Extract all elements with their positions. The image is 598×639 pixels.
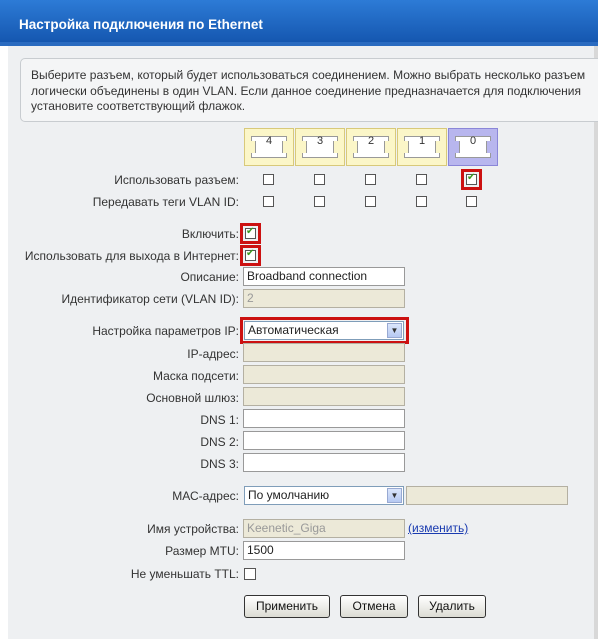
scrollbar[interactable] [594,46,598,639]
info-box [20,58,598,122]
mac-select[interactable] [244,486,404,505]
highlight-box [240,245,261,266]
dns1-input[interactable] [243,409,405,428]
ip-settings-value: Автоматическая [248,323,339,337]
mac-address-input[interactable] [406,486,568,505]
ip-address-label: IP-адрес: [187,347,239,361]
info-line: логически объединены в один VLAN. Если данное соединение предназначается для подключения [31,83,581,98]
vlan-id-label: Идентификатор сети (VLAN ID): [61,292,239,306]
chevron-down-icon: ▼ [387,488,402,503]
highlight-box [240,317,409,344]
device-name-label: Имя устройства: [147,522,239,536]
vlan-tag-2-checkbox[interactable] [365,196,376,207]
dns1-label: DNS 1: [200,413,239,427]
vlan-tag-1-checkbox[interactable] [416,196,427,207]
port-number: 1 [418,135,426,147]
vlan-tags-label: Передавать теги VLAN ID: [92,195,239,209]
enable-label: Включить: [181,227,239,241]
description-input[interactable]: Broadband connection [243,267,405,286]
dns3-input[interactable] [243,453,405,472]
info-line: установите соответствующий флажок. [31,99,246,113]
info-line: Выберите разъем, который будет использоваться соединением. Можно выбрать несколько разъем [31,68,586,82]
change-link[interactable]: (изменить) [408,521,469,535]
gateway-label: Основной шлюз: [146,391,239,405]
description-label: Описание: [180,270,239,284]
gateway-input[interactable] [243,387,405,406]
port-number: 3 [316,135,324,147]
use-port-1-checkbox[interactable] [416,174,427,185]
device-name-input[interactable]: Keenetic_Giga [243,519,405,538]
port-2[interactable] [346,128,396,166]
mac-label: МАС-адрес: [172,489,239,503]
dns2-input[interactable] [243,431,405,450]
vlan-tag-0-checkbox[interactable] [466,196,477,207]
ttl-checkbox[interactable] [244,568,256,580]
chevron-down-icon: ▼ [387,323,402,338]
port-0[interactable] [448,128,498,166]
highlight-box [240,223,261,244]
vlan-tag-3-checkbox[interactable] [314,196,325,207]
highlight-box [461,169,482,190]
use-port-4-checkbox[interactable] [263,174,274,185]
use-port-3-checkbox[interactable] [314,174,325,185]
delete-button[interactable]: Удалить [418,595,486,618]
mtu-label: Размер MTU: [165,544,239,558]
title-bar [0,0,598,46]
dns3-label: DNS 3: [200,457,239,471]
dns2-label: DNS 2: [200,435,239,449]
port-number: 0 [469,135,477,147]
ttl-label: Не уменьшать TTL: [130,567,239,581]
apply-button[interactable]: Применить [244,595,330,618]
port-4[interactable] [244,128,294,166]
port-number: 4 [265,135,273,147]
page-title: Настройка подключения по Ethernet [19,17,263,32]
cancel-button[interactable]: Отмена [340,595,408,618]
port-number: 2 [367,135,375,147]
ip-settings-label: Настройка параметров IP: [92,324,239,338]
use-port-2-checkbox[interactable] [365,174,376,185]
subnet-mask-label: Маска подсети: [152,369,239,383]
use-port-label: Использовать разъем: [114,173,239,187]
vlan-id-input[interactable]: 2 [243,289,405,308]
internet-label: Использовать для выхода в Интернет: [24,249,239,263]
subnet-mask-input[interactable] [243,365,405,384]
port-3[interactable] [295,128,345,166]
mac-value: По умолчанию [248,488,330,502]
mtu-input[interactable]: 1500 [243,541,405,560]
vlan-tag-4-checkbox[interactable] [263,196,274,207]
port-1[interactable] [397,128,447,166]
ip-address-input[interactable] [243,343,405,362]
